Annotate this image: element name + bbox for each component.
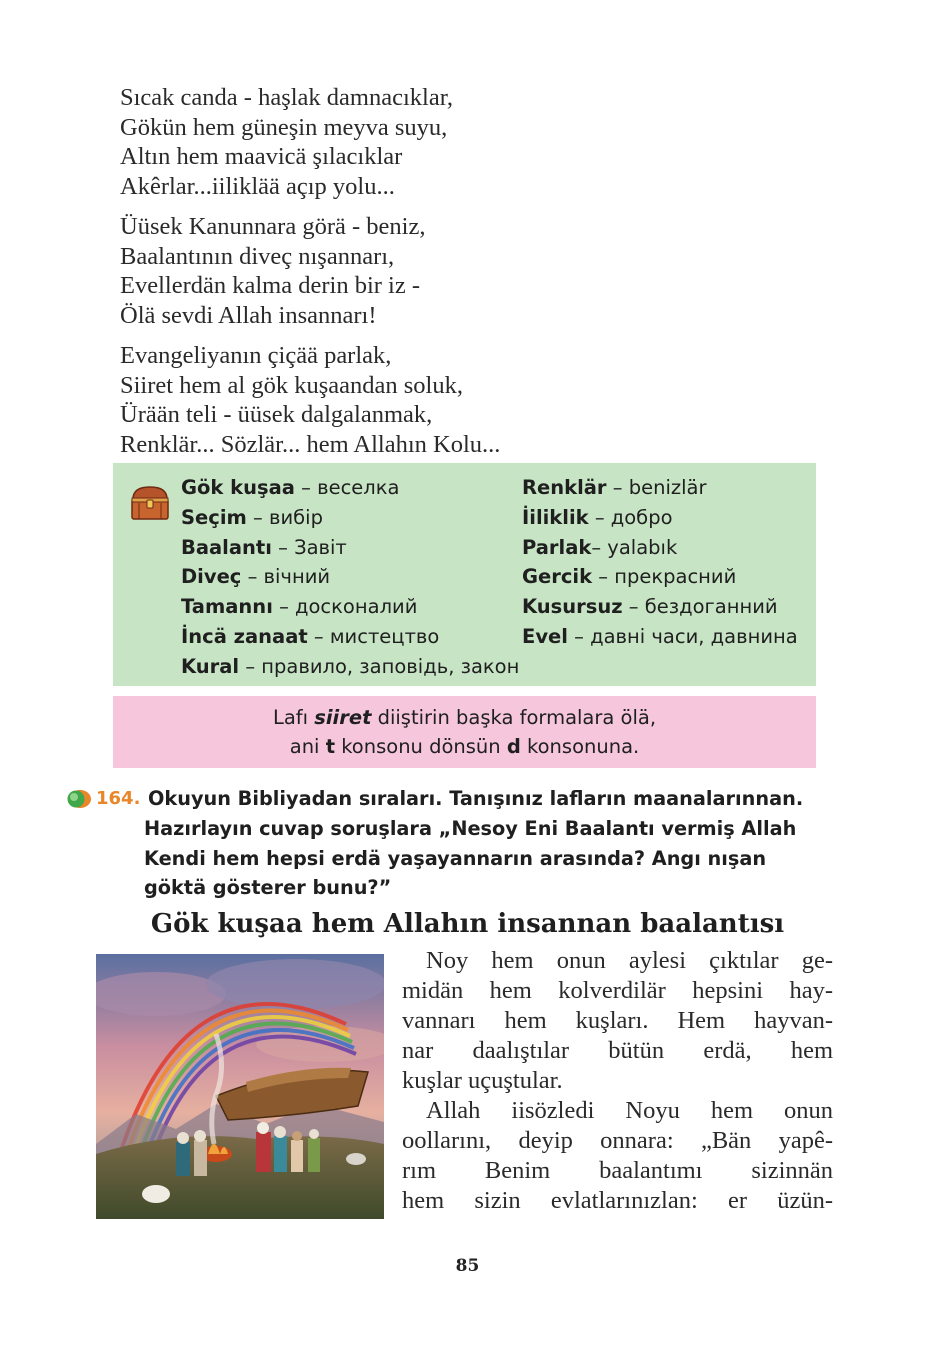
exercise-number: 164. [96, 788, 141, 809]
section-title: Gök kuşaa hem Allahın insannan baalantısı [150, 909, 785, 939]
vocabulary-translation: – прекрасний [592, 565, 737, 589]
section-body-text [402, 946, 833, 1216]
vocabulary-entry [181, 562, 519, 592]
poem-line: Evangeliyanın çiçää parlak, [120, 342, 392, 369]
poem-stanza-3 [120, 341, 720, 459]
rule-keyword: siiret [314, 706, 372, 729]
vocabulary-entry [522, 533, 798, 563]
treasure-chest-icon [129, 483, 171, 523]
poem-line: Sıcak canda - haşlak damnacıklar, [120, 84, 454, 111]
poem-stanza-2 [120, 212, 720, 330]
body-line: nar daalıştılar bütün erdä, hem [402, 1037, 833, 1064]
body-line: oollarını, deyip onnara: „Bän yapê- [402, 1127, 833, 1154]
vocabulary-translation: – benizlär [606, 476, 707, 499]
vocabulary-column-left [181, 473, 519, 682]
body-line: Allah iisözledi Noyu hem onun [426, 1097, 833, 1124]
vocabulary-entry [522, 562, 798, 592]
rule-text: ani [289, 735, 326, 758]
body-line: vannarı hem kuşları. Hem hayvan- [402, 1007, 833, 1034]
vocabulary-translation: – добро [588, 505, 673, 529]
rule-line-2 [113, 732, 816, 761]
exercise-line: Kendi hem hepsi erdä yaşayannarın arasında? Angı nışan [144, 846, 767, 870]
poem-line: Ürään teli - üüsek dalgalanmak, [120, 401, 433, 428]
vocabulary-term: Kusursuz [522, 595, 623, 619]
vocabulary-term: Parlak [522, 535, 592, 559]
vocabulary-translation: – вибір [246, 505, 323, 529]
vocabulary-translation: – мистецтво [307, 624, 440, 648]
vocabulary-term: Tamannı [181, 595, 273, 619]
poem-line: Üüsek Kanunnara görä - beniz, [120, 213, 426, 240]
poem-line: Altın hem maavicä şılacıklar [120, 143, 403, 170]
poem-line: Gökün hem güneşin meyva suyu, [120, 113, 448, 141]
vocabulary-term: Diveç [181, 565, 242, 589]
vocabulary-entry [522, 503, 798, 533]
poem-line: Evellerdän kalma derin bir iz - [120, 272, 420, 299]
poem-stanza-1 [120, 83, 720, 201]
grammar-rule-box [113, 696, 816, 768]
rule-line-1 [113, 696, 816, 732]
exercise-line: göktä gösterer bunu?” [144, 876, 392, 900]
exercise-line: Hazırlayın cuvap soruşlara „Nesoy Eni Baalantı vermiş Allah [144, 816, 797, 840]
vocabulary-column-right [522, 473, 798, 652]
rule-letter: t [325, 735, 336, 758]
poem-line: Renklär... Sözlär... hem Allahın Kolu... [120, 430, 501, 458]
rule-text: Lafı [272, 706, 315, 729]
vocabulary-translation: – правило, заповідь, закон [239, 654, 520, 678]
vocabulary-term: Evel [522, 624, 568, 648]
vocabulary-translation: – вічний [241, 565, 331, 589]
exercise-bullet-icon [66, 789, 92, 809]
body-line: rım Benim baalantımı sizinnän [402, 1157, 833, 1184]
vocabulary-term: Baalantı [181, 535, 272, 559]
vocabulary-entry [522, 473, 798, 503]
vocabulary-entry [181, 533, 519, 563]
vocabulary-entry [181, 473, 519, 503]
poem-line: Baalantının diveç nışannarı, [120, 242, 395, 270]
vocabulary-translation: – Завіт [271, 535, 347, 559]
rule-letter: d [506, 735, 521, 758]
rule-text: konsonu dönsün [335, 735, 507, 758]
vocabulary-term: Gök kuşaa [181, 476, 295, 499]
vocabulary-box [113, 463, 816, 686]
vocabulary-term: Seçim [181, 505, 247, 529]
exercise-line: Okuyun Bibliyadan sıraları. Tanışınız lafların maanalarınnan. [148, 787, 804, 810]
vocabulary-entry [522, 622, 798, 652]
poem-line: Siiret hem al gök kuşaandan soluk, [120, 371, 463, 399]
vocabulary-entry [522, 592, 798, 622]
page-number: 85 [455, 1256, 480, 1276]
vocabulary-entry [181, 592, 519, 622]
poem-line: Akêrlar...iiliklää açıp yolu... [120, 172, 395, 200]
vocabulary-entry [181, 652, 519, 682]
vocabulary-translation: – веселка [294, 476, 400, 499]
vocabulary-entry [181, 622, 519, 652]
vocabulary-term: Renklär [522, 476, 607, 499]
vocabulary-term: İncä zanaat [181, 624, 308, 648]
vocabulary-term: Kural [181, 654, 240, 678]
vocabulary-translation: – досконалий [272, 595, 418, 619]
rainbow-ark-illustration [96, 954, 384, 1219]
vocabulary-term: Gercik [522, 565, 593, 589]
vocabulary-translation: – бездоганний [622, 595, 778, 619]
rule-text: diiştirin başka formalara ölä, [371, 706, 657, 729]
vocabulary-term: İiliklik [522, 505, 589, 529]
poem-line: Ölä sevdi Allah insannarı! [120, 301, 377, 329]
body-line: midän hem kolverdilär hepsini hay- [402, 977, 833, 1004]
vocabulary-translation: – yalabık [591, 535, 678, 559]
vocabulary-translation: – давні часи, давнина [567, 624, 798, 648]
rule-text: konsonuna. [520, 735, 640, 758]
body-line: kuşlar uçuştular. [402, 1067, 563, 1094]
body-line: hem sizin evlatlarınızlan: er üzün- [402, 1187, 833, 1214]
vocabulary-entry [181, 503, 519, 533]
exercise-text [144, 784, 864, 903]
body-line: Noy hem onun aylesi çıktılar ge- [426, 947, 833, 974]
